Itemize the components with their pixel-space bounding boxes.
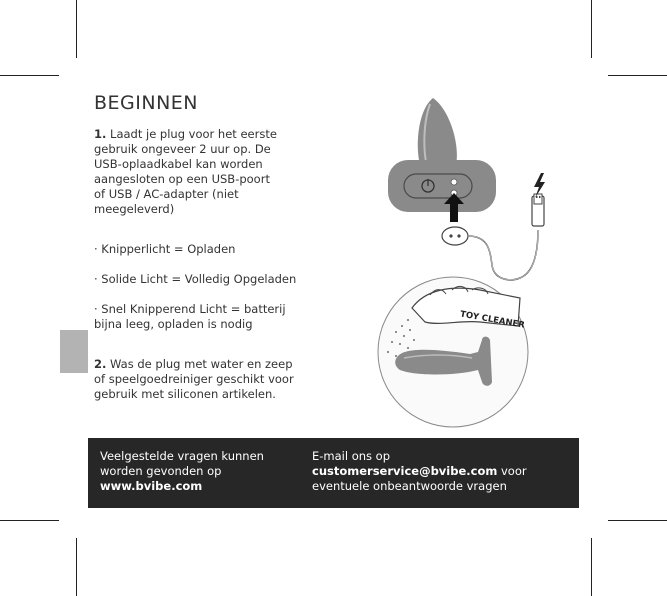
step-1-number: 1. [94,127,107,141]
page-edge-tab [60,330,88,373]
faq-block: Veelgestelde vragen kunnen worden gevonden op www.bvibe.com [100,449,264,493]
crop-mark-right-top [608,75,667,76]
crop-mark-left-bottom [0,520,59,521]
page-title: BEGINNEN [94,92,199,114]
crop-mark-top-left [76,0,77,58]
step-2-number: 2. [94,357,107,371]
crop-mark-left-top [0,75,59,76]
usb-plug-icon [532,194,544,226]
crop-mark-bottom-right [591,538,592,596]
email-block: E-mail ons op customerservice@bvibe.com voor eventuele onbeantwoorde vragen [312,449,527,493]
plug-tip [418,98,457,165]
email-link[interactable]: customerservice@bvibe.com [312,464,498,478]
bullet-blinking-charging: · Knipperlicht = Opladen [94,242,236,256]
step-1-text: 1. Laadt je plug voor het eerste gebruik ongeveer 2 uur op. De USB-oplaadkabel kan worden aangesloten op een USB-poort of USB / AC-adapter (niet meegeleverd) [94,127,277,216]
crop-mark-top-right [591,0,592,58]
support-footer [88,438,579,508]
bullet-fast-blink-low: · Snel Knipperend Licht = batterij bijna leeg, opladen is nodig [94,302,286,331]
magnetic-connector [442,227,468,245]
crop-mark-right-bottom [608,520,667,521]
step-2-text: 2. Was de plug met water en zeep of speelgoedreiniger geschikt voor gebruik met siliconen artikelen. [94,357,294,401]
crop-mark-bottom-left [76,538,77,596]
usb-cable [468,230,538,280]
charging-cleaning-illustration [370,90,570,430]
led-indicator [451,179,457,185]
faq-link[interactable]: www.bvibe.com [100,479,203,493]
bullet-solid-charged: · Solide Licht = Volledig Opgeladen [94,272,297,286]
toy-cleaner-label: TOY CLEANER [459,309,526,331]
